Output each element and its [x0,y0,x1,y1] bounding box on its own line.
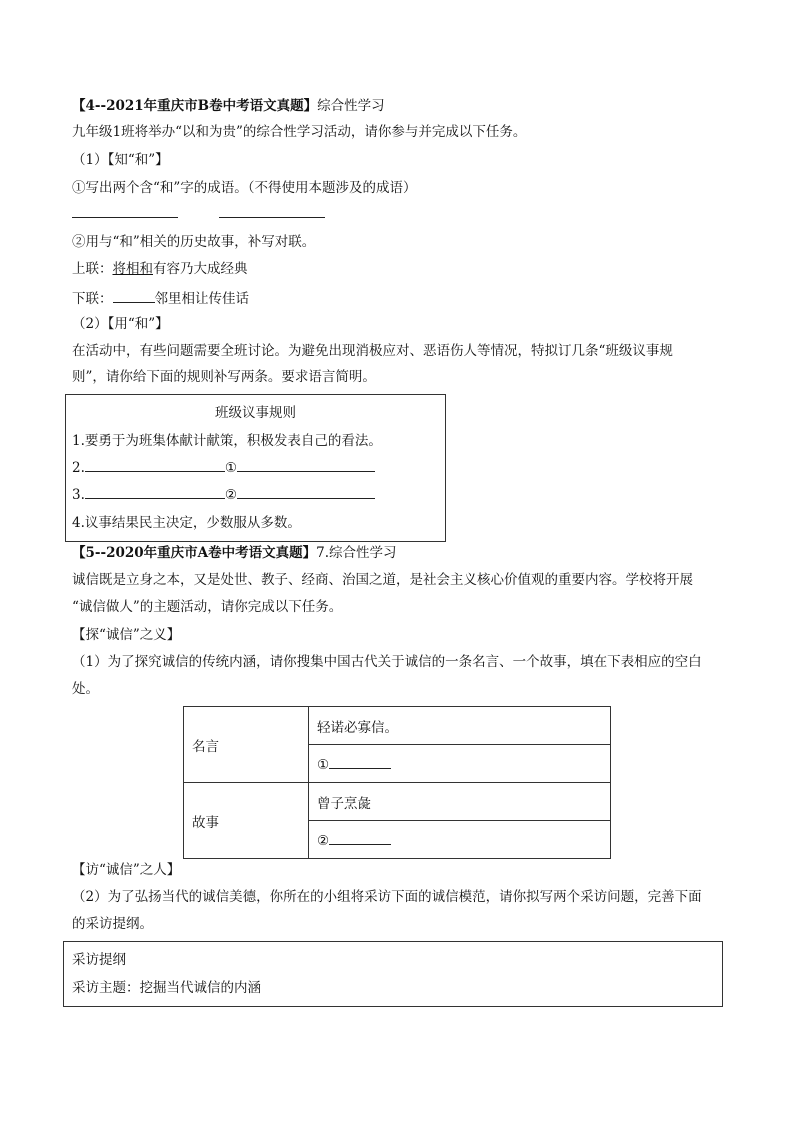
section5-heading [72,544,397,562]
section5-title: 【5--2020年重庆市A卷中考语文真题】 [72,545,317,561]
section4-task2: （2）【用“和”】 [72,316,169,332]
rule-3-mark: ② [224,487,237,503]
section5-q2-2: 的采访提纲。 [72,916,153,932]
lower-label: 下联： [72,291,113,307]
rule-1: 1.要勇于为班集体献计献策，积极发表自己的看法。 [72,433,382,449]
story-blank-line[interactable] [329,830,391,845]
rule-2-num: 2. [72,460,85,476]
outline-theme: 采访主题：挖掘当代诚信的内涵 [72,980,261,996]
section5-q1-2: 处。 [72,681,99,697]
rule-3-num: 3. [72,487,85,503]
section4-q1: ①写出两个含“和”字的成语。（不得使用本题涉及的成语） [72,180,417,196]
rule-2-mark: ① [224,460,237,476]
table-label-story: 故事 [184,783,309,859]
section4-task2-text-2: 则”，请你给下面的规则补写两条。要求语言简明。 [72,369,376,385]
section5-intro-2: “诚信做人”的主题活动，请你完成以下任务。 [72,599,343,615]
integrity-table [183,706,611,859]
section4-task1: （1）【知“和”】 [72,152,169,168]
lower-rest: 邻里相让传佳话 [154,291,249,307]
rule-2-blank-b[interactable] [237,457,375,472]
upper-label: 上联： [72,261,113,277]
couplet-lower [72,288,249,308]
section5-part1: 【探“诚信”之义】 [72,627,181,643]
lower-blank[interactable] [113,288,155,303]
section5-part2: 【访“诚信”之人】 [72,862,181,878]
couplet-upper [72,260,248,278]
idiom-blank-1[interactable] [72,202,178,218]
rule-3-blank-a[interactable] [85,484,225,499]
rule-2-blank-a[interactable] [85,457,225,472]
section4-q2: ②用与“和”相关的历史故事，补写对联。 [72,234,316,250]
rule-3-blank-b[interactable] [237,484,375,499]
rule-4: 4.议事结果民主决定，少数服从多数。 [72,515,301,531]
rules-title: 班级议事规则 [215,405,296,421]
table-quote-blank[interactable] [309,745,611,783]
idiom-blank-2[interactable] [219,202,325,218]
rule-3 [72,484,375,503]
section5-q1-1: （1）为了探究诚信的传统内涵，请你搜集中国古代关于诚信的一条名言、一个故事，填在下表相应的空白 [72,654,702,670]
section4-intro: 九年级1班将举办“以和为贵”的综合性学习活动，请你参与并完成以下任务。 [72,124,527,140]
upper-underlined: 将相和 [112,261,153,277]
section5-title-suffix: 7.综合性学习 [316,545,397,561]
section5-q2-1: （2）为了弘扬当代的诚信美德，你所在的小组将采访下面的诚信模范，请你拟写两个采访问题，完善下面 [72,889,702,905]
table-story-given: 曾子烹彘 [309,783,611,821]
quote-blank-line[interactable] [329,754,391,769]
section4-heading [72,97,385,115]
section4-title: 【4--2021年重庆市B卷中考语文真题】 [72,98,318,114]
outline-box [63,941,723,1007]
upper-rest: 有容乃大成经典 [153,261,248,277]
table-quote-given: 轻诺必寡信。 [309,707,611,745]
section4-task2-text-1: 在活动中，有些问题需要全班讨论。为避免出现消极应对、恶语伤人等情况，特拟订几条“班级议事规 [72,343,673,359]
table-story-mark: ② [317,833,330,849]
table-story-blank[interactable] [309,821,611,859]
rules-box [65,394,446,542]
outline-title: 采访提纲 [72,952,126,968]
section4-title-suffix: 综合性学习 [317,98,385,114]
table-quote-mark: ① [317,757,330,773]
rule-2 [72,457,375,476]
section5-intro-1: 诚信既是立身之本，又是处世、教子、经商、治国之道，是社会主义核心价值观的重要内容。学校将开展 [72,572,693,588]
table-label-quote: 名言 [184,707,309,783]
